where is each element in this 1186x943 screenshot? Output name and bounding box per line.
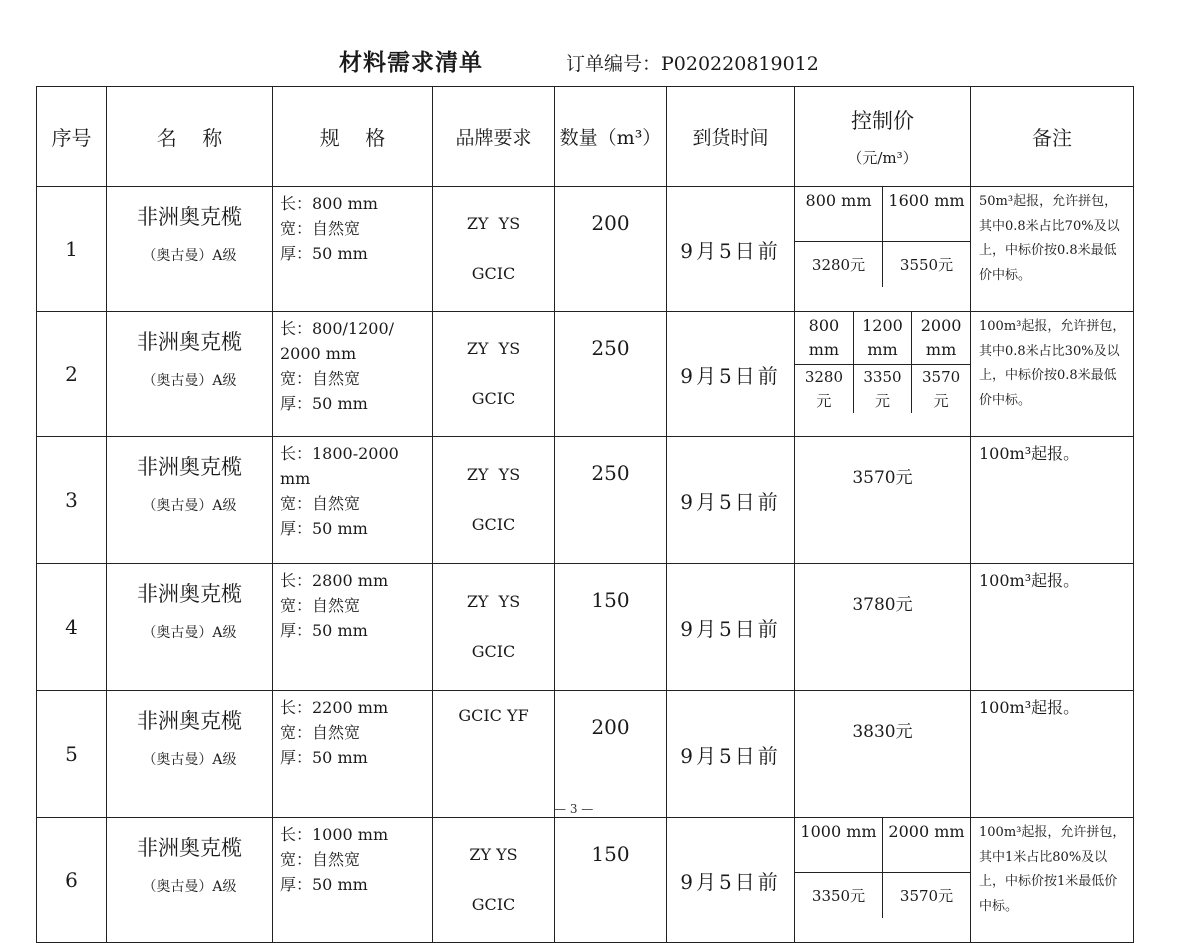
table-row [37, 818, 1134, 943]
row-note: 100m³起报，允许拼包，其中0.8米占比30%及以上，中标价按0.8米最低价中标。 [971, 312, 1134, 437]
row-name-cell [107, 691, 273, 818]
price-length: 2000 mm [888, 822, 965, 841]
row-brand [433, 312, 555, 437]
price-length [912, 312, 970, 365]
order-number: 订单编号：P020220819012 [566, 53, 819, 75]
row-note: 100m³起报。 [971, 564, 1134, 691]
header-spec: 规 格 [273, 87, 433, 187]
price-length-num: 1200 [862, 316, 903, 335]
brand-line: GCIC [471, 389, 516, 408]
header-seq: 序号 [37, 87, 107, 187]
spec-line: 厚：50 mm [280, 519, 368, 538]
row-qty: 250 [555, 437, 667, 564]
row-qty: 150 [555, 818, 667, 943]
header-qty: 数量（m³） [555, 87, 667, 187]
row-name: 非洲奥克榄 [137, 582, 242, 606]
brand-line: ZY YS [466, 339, 521, 358]
price-value: 3550元 [883, 242, 971, 288]
row-seq: 5 [37, 691, 107, 818]
page-number: — 3 — [554, 802, 594, 816]
row-price: 3570元 [795, 437, 971, 564]
price-value-row [795, 365, 970, 414]
row-name: 非洲奥克榄 [137, 330, 242, 354]
row-note: 100m³起报。 [971, 691, 1134, 818]
row-spec [273, 691, 433, 818]
ctrl-price-title: 控制价 [851, 109, 914, 133]
spec-line: 2000 mm [280, 344, 357, 363]
row-name-cell [107, 564, 273, 691]
price-subtable [795, 187, 970, 287]
price-value: 3570元 [883, 873, 971, 919]
row-qty: 200 [555, 691, 667, 818]
row-spec [273, 187, 433, 312]
spec-line: 宽：自然宽 [280, 596, 361, 615]
table-row [37, 691, 1134, 818]
brand-line: ZY YS [469, 845, 518, 864]
row-note: 50m³起报，允许拼包，其中0.8米占比70%及以上，中标价按0.8米最低价中标。 [971, 187, 1134, 312]
row-name-cell [107, 187, 273, 312]
row-grade: （奥古曼）A级 [142, 879, 237, 895]
price-length [853, 312, 911, 365]
row-name-cell [107, 312, 273, 437]
brand-line: GCIC [471, 895, 516, 914]
row-brand [433, 564, 555, 691]
spec-line: 厚：50 mm [280, 748, 368, 767]
row-seq: 6 [37, 818, 107, 943]
brand-line: GCIC YF [458, 706, 529, 725]
row-brand [433, 818, 555, 943]
row-spec [273, 437, 433, 564]
row-brand [433, 437, 555, 564]
brand-line: GCIC [471, 264, 516, 283]
price-subtable [795, 818, 970, 918]
price-length-num: 800 [808, 316, 840, 335]
price-value-row [795, 873, 970, 919]
spec-line: 长：800 mm [280, 194, 378, 213]
spec-line: 长：2800 mm [280, 571, 389, 590]
document-title: 材料需求清单 [339, 49, 483, 76]
table-row [37, 312, 1134, 437]
price-length: 800 mm [795, 187, 883, 242]
header-ctrl-price [795, 87, 971, 187]
row-spec [273, 564, 433, 691]
spec-line: 厚：50 mm [280, 394, 368, 413]
spec-line: 宽：自然宽 [280, 850, 361, 869]
brand-line: GCIC [471, 642, 516, 661]
row-note: 100m³起报。 [971, 437, 1134, 564]
price-value-unit: 元 [933, 392, 949, 410]
price-length-row [795, 187, 970, 242]
row-grade: （奥古曼）A级 [142, 752, 237, 768]
price-value [795, 365, 853, 414]
price-value-unit: 元 [874, 392, 890, 410]
spec-line: 长：800/1200/ [280, 319, 395, 338]
spec-line: 厚：50 mm [280, 875, 368, 894]
header-row [37, 87, 1134, 187]
row-price-grid [795, 312, 971, 437]
row-grade: （奥古曼）A级 [142, 498, 237, 514]
price-value-unit: 元 [816, 392, 832, 410]
header-note: 备注 [971, 87, 1134, 187]
row-name-cell [107, 437, 273, 564]
row-grade: （奥古曼）A级 [142, 625, 237, 641]
row-brand [433, 691, 555, 818]
price-length-num: 2000 [920, 316, 962, 335]
spec-line: 宽：自然宽 [280, 369, 361, 388]
spec-line: 长：1800-2000 mm [280, 444, 399, 488]
price-value: 3280元 [795, 242, 883, 288]
row-brand [433, 187, 555, 312]
spec-line: 宽：自然宽 [280, 494, 361, 513]
row-name-cell [107, 818, 273, 943]
brand-line: ZY YS [466, 214, 521, 233]
row-qty: 150 [555, 564, 667, 691]
row-note: 100m³起报，允许拼包，其中1米占比80%及以上，中标价按1米最低价中标。 [971, 818, 1134, 943]
row-name: 非洲奥克榄 [137, 205, 242, 229]
price-value [853, 365, 911, 414]
row-spec [273, 312, 433, 437]
row-grade: （奥古曼）A级 [142, 373, 237, 389]
row-arrive: 9月5日前 [667, 312, 795, 437]
header-brand: 品牌要求 [433, 87, 555, 187]
row-arrive: 9月5日前 [667, 818, 795, 943]
price-subtable [795, 312, 970, 413]
spec-line: 长：2200 mm [280, 698, 389, 717]
row-name: 非洲奥克榄 [137, 836, 242, 860]
row-price-grid [795, 187, 971, 312]
spec-line: 宽：自然宽 [280, 723, 361, 742]
brand-line: ZY YS [466, 592, 521, 611]
row-seq: 1 [37, 187, 107, 312]
row-grade: （奥古曼）A级 [142, 248, 237, 264]
spec-line: 宽：自然宽 [280, 219, 361, 238]
price-value [912, 365, 970, 414]
header-arrive: 到货时间 [667, 87, 795, 187]
row-spec [273, 818, 433, 943]
row-arrive: 9月5日前 [667, 691, 795, 818]
spec-line: 厚：50 mm [280, 244, 368, 263]
price-value-row [795, 242, 970, 288]
row-name: 非洲奥克榄 [137, 455, 242, 479]
price-length: 1000 mm [795, 818, 883, 873]
row-qty: 200 [555, 187, 667, 312]
table-row [37, 564, 1134, 691]
row-arrive: 9月5日前 [667, 187, 795, 312]
table-row [37, 437, 1134, 564]
price-value-num: 3350 [863, 368, 902, 386]
row-arrive: 9月5日前 [667, 437, 795, 564]
row-seq: 3 [37, 437, 107, 564]
price-value-num: 3280 [804, 368, 843, 386]
header-name: 名 称 [107, 87, 273, 187]
price-length-unit: mm [925, 340, 957, 359]
brand-line: ZY YS [466, 465, 521, 484]
price-length-unit: mm [808, 340, 840, 359]
price-length [795, 312, 853, 365]
price-length: 1600 mm [888, 191, 965, 210]
row-seq: 2 [37, 312, 107, 437]
brand-line: GCIC [471, 515, 516, 534]
row-price-grid [795, 818, 971, 943]
price-length-row [795, 312, 970, 365]
row-price: 3830元 [795, 691, 971, 818]
row-qty: 250 [555, 312, 667, 437]
spec-line: 厚：50 mm [280, 621, 368, 640]
row-arrive: 9月5日前 [667, 564, 795, 691]
row-price: 3780元 [795, 564, 971, 691]
ctrl-price-unit: （元/m³） [847, 149, 918, 167]
price-length-unit: mm [867, 340, 898, 359]
table-row [37, 187, 1134, 312]
row-name: 非洲奥克榄 [137, 709, 242, 733]
spec-line: 长：1000 mm [280, 825, 389, 844]
price-value: 3350元 [795, 873, 883, 919]
price-length-row [795, 818, 970, 873]
price-value-num: 3570 [921, 368, 961, 386]
row-seq: 4 [37, 564, 107, 691]
